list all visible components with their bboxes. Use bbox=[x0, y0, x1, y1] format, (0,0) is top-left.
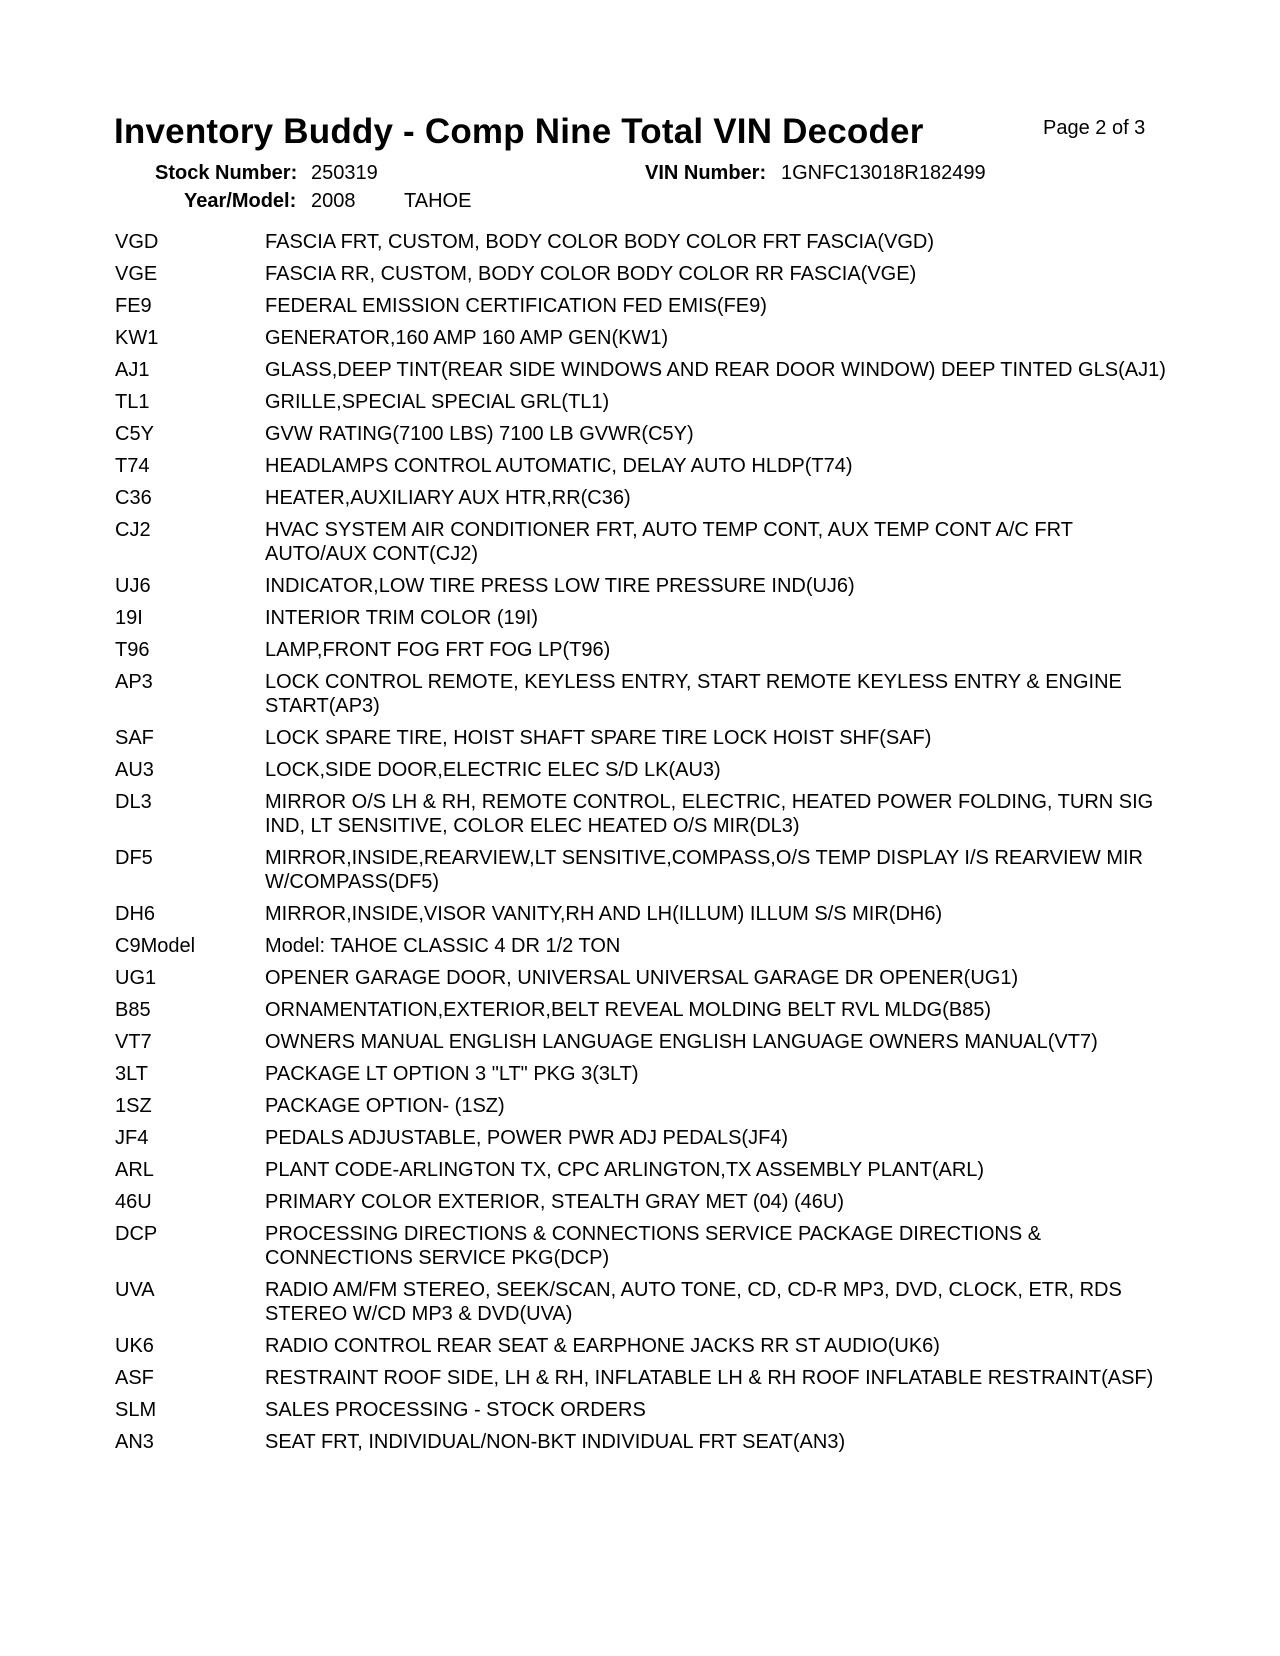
option-description: INTERIOR TRIM COLOR (19I) bbox=[265, 607, 538, 629]
list-item bbox=[115, 1278, 1175, 1326]
option-code: 3LT bbox=[115, 1063, 148, 1085]
option-code: KW1 bbox=[115, 327, 159, 349]
option-description: ORNAMENTATION,EXTERIOR,BELT REVEAL MOLDING BELT RVL MLDG(B85) bbox=[265, 999, 992, 1021]
list-item bbox=[115, 606, 1175, 630]
option-description: PROCESSING DIRECTIONS & CONNECTIONS SERVICE PACKAGE DIRECTIONS & CONNECTIONS SERVICE PKG(DCP) bbox=[265, 1223, 1042, 1269]
stock-number-label-text: Stock Number: bbox=[155, 162, 298, 184]
vin-number-label-text: VIN Number: bbox=[645, 162, 767, 184]
option-description: PACKAGE LT OPTION 3 "LT" PKG 3(3LT) bbox=[265, 1063, 639, 1085]
option-code: DL3 bbox=[115, 791, 152, 813]
option-code-list bbox=[115, 230, 1175, 1462]
option-code: C5Y bbox=[115, 423, 154, 445]
option-description: OPENER GARAGE DOOR, UNIVERSAL UNIVERSAL GARAGE DR OPENER(UG1) bbox=[265, 967, 1019, 989]
option-code: TL1 bbox=[115, 391, 150, 413]
option-description: GENERATOR,160 AMP 160 AMP GEN(KW1) bbox=[265, 327, 669, 349]
list-item bbox=[115, 670, 1175, 718]
list-item bbox=[115, 1398, 1175, 1422]
year-model-label-text: Year/Model: bbox=[184, 190, 297, 212]
option-code: B85 bbox=[115, 999, 151, 1021]
option-code: UJ6 bbox=[115, 575, 151, 597]
list-item bbox=[115, 1062, 1175, 1086]
option-code: AP3 bbox=[115, 671, 153, 693]
vin-number-label bbox=[645, 162, 766, 185]
option-description: MIRROR,INSIDE,REARVIEW,LT SENSITIVE,COMPASS,O/S TEMP DISPLAY I/S REARVIEW MIR W/COMPASS(DF5) bbox=[265, 847, 1143, 893]
list-item bbox=[115, 326, 1175, 350]
option-description: HEATER,AUXILIARY AUX HTR,RR(C36) bbox=[265, 487, 631, 509]
option-description: SEAT FRT, INDIVIDUAL/NON-BKT INDIVIDUAL FRT SEAT(AN3) bbox=[265, 1431, 846, 1453]
option-description: FEDERAL EMISSION CERTIFICATION FED EMIS(FE9) bbox=[265, 295, 767, 317]
list-item bbox=[115, 998, 1175, 1022]
list-item bbox=[115, 1030, 1175, 1054]
option-description: LAMP,FRONT FOG FRT FOG LP(T96) bbox=[265, 639, 611, 661]
list-item bbox=[115, 790, 1175, 838]
option-code: UVA bbox=[115, 1279, 155, 1301]
option-description: MIRROR O/S LH & RH, REMOTE CONTROL, ELECTRIC, HEATED POWER FOLDING, TURN SIG IND, LT SENSITIVE, COLOR ELEC HEATED O/S MIR(DL3) bbox=[265, 791, 1154, 837]
option-description: PACKAGE OPTION- (1SZ) bbox=[265, 1095, 505, 1117]
option-code: SAF bbox=[115, 727, 154, 749]
option-code: T96 bbox=[115, 639, 150, 661]
option-description: MIRROR,INSIDE,VISOR VANITY,RH AND LH(ILLUM) ILLUM S/S MIR(DH6) bbox=[265, 903, 943, 925]
option-code: 19I bbox=[115, 607, 143, 629]
list-item bbox=[115, 518, 1175, 566]
vin-number-value: 1GNFC13018R182499 bbox=[781, 162, 986, 184]
list-item bbox=[115, 454, 1175, 478]
option-code: C9Model bbox=[115, 935, 196, 957]
page-title: Inventory Buddy - Comp Nine Total VIN Decoder bbox=[114, 112, 924, 151]
list-item bbox=[115, 230, 1175, 254]
option-code: DF5 bbox=[115, 847, 153, 869]
list-item bbox=[115, 758, 1175, 782]
option-code: 1SZ bbox=[115, 1095, 152, 1117]
option-description: RADIO CONTROL REAR SEAT & EARPHONE JACKS RR ST AUDIO(UK6) bbox=[265, 1335, 940, 1357]
option-code: VT7 bbox=[115, 1031, 152, 1053]
option-description: GLASS,DEEP TINT(REAR SIDE WINDOWS AND REAR DOOR WINDOW) DEEP TINTED GLS(AJ1) bbox=[265, 359, 1166, 381]
option-code: CJ2 bbox=[115, 519, 151, 541]
option-code: AN3 bbox=[115, 1431, 154, 1453]
list-item bbox=[115, 1094, 1175, 1118]
option-code: C36 bbox=[115, 487, 152, 509]
list-item bbox=[115, 422, 1175, 446]
year-value: 2008 bbox=[311, 190, 356, 212]
list-item bbox=[115, 1334, 1175, 1358]
model-value: TAHOE bbox=[404, 190, 472, 212]
option-code: AU3 bbox=[115, 759, 154, 781]
option-code: 46U bbox=[115, 1191, 152, 1213]
list-item bbox=[115, 574, 1175, 598]
option-description: OWNERS MANUAL ENGLISH LANGUAGE ENGLISH LANGUAGE OWNERS MANUAL(VT7) bbox=[265, 1031, 1098, 1053]
option-description: PRIMARY COLOR EXTERIOR, STEALTH GRAY MET (04) (46U) bbox=[265, 1191, 845, 1213]
stock-number-value: 250319 bbox=[311, 162, 378, 184]
list-item bbox=[115, 1158, 1175, 1182]
list-item bbox=[115, 358, 1175, 382]
option-description: RESTRAINT ROOF SIDE, LH & RH, INFLATABLE LH & RH ROOF INFLATABLE RESTRAINT(ASF) bbox=[265, 1367, 1154, 1389]
option-code: JF4 bbox=[115, 1127, 149, 1149]
year-model-label bbox=[184, 190, 296, 213]
list-item bbox=[115, 726, 1175, 750]
option-code: UG1 bbox=[115, 967, 157, 989]
option-code: SLM bbox=[115, 1399, 157, 1421]
option-description: PEDALS ADJUSTABLE, POWER PWR ADJ PEDALS(JF4) bbox=[265, 1127, 789, 1149]
page-number: Page 2 of 3 bbox=[1043, 117, 1146, 139]
list-item bbox=[115, 934, 1175, 958]
option-code: T74 bbox=[115, 455, 150, 477]
list-item bbox=[115, 1126, 1175, 1150]
list-item bbox=[115, 1430, 1175, 1454]
option-description: LOCK SPARE TIRE, HOIST SHAFT SPARE TIRE LOCK HOIST SHF(SAF) bbox=[265, 727, 932, 749]
stock-number-label bbox=[155, 162, 297, 185]
list-item bbox=[115, 1366, 1175, 1390]
list-item bbox=[115, 966, 1175, 990]
option-description: HVAC SYSTEM AIR CONDITIONER FRT, AUTO TEMP CONT, AUX TEMP CONT A/C FRT AUTO/AUX CONT(CJ2) bbox=[265, 519, 1073, 565]
list-item bbox=[115, 846, 1175, 894]
list-item bbox=[115, 486, 1175, 510]
option-description: FASCIA FRT, CUSTOM, BODY COLOR BODY COLOR FRT FASCIA(VGD) bbox=[265, 231, 935, 253]
list-item bbox=[115, 294, 1175, 318]
option-code: VGD bbox=[115, 231, 159, 253]
option-description: FASCIA RR, CUSTOM, BODY COLOR BODY COLOR RR FASCIA(VGE) bbox=[265, 263, 917, 285]
option-description: GRILLE,SPECIAL SPECIAL GRL(TL1) bbox=[265, 391, 610, 413]
option-code: UK6 bbox=[115, 1335, 154, 1357]
list-item bbox=[115, 262, 1175, 286]
option-code: AJ1 bbox=[115, 359, 150, 381]
option-code: FE9 bbox=[115, 295, 152, 317]
option-code: DH6 bbox=[115, 903, 156, 925]
option-description: HEADLAMPS CONTROL AUTOMATIC, DELAY AUTO HLDP(T74) bbox=[265, 455, 853, 477]
option-description: LOCK CONTROL REMOTE, KEYLESS ENTRY, START REMOTE KEYLESS ENTRY & ENGINE START(AP3) bbox=[265, 671, 1122, 717]
option-code: ASF bbox=[115, 1367, 154, 1389]
list-item bbox=[115, 390, 1175, 414]
option-description: PLANT CODE-ARLINGTON TX, CPC ARLINGTON,TX ASSEMBLY PLANT(ARL) bbox=[265, 1159, 985, 1181]
option-description: LOCK,SIDE DOOR,ELECTRIC ELEC S/D LK(AU3) bbox=[265, 759, 721, 781]
list-item bbox=[115, 638, 1175, 662]
option-description: Model: TAHOE CLASSIC 4 DR 1/2 TON bbox=[265, 935, 621, 957]
option-description: GVW RATING(7100 LBS) 7100 LB GVWR(C5Y) bbox=[265, 423, 694, 445]
option-code: VGE bbox=[115, 263, 158, 285]
option-code: DCP bbox=[115, 1223, 158, 1245]
option-code: ARL bbox=[115, 1159, 154, 1181]
option-description: INDICATOR,LOW TIRE PRESS LOW TIRE PRESSURE IND(UJ6) bbox=[265, 575, 855, 597]
list-item bbox=[115, 1222, 1175, 1270]
list-item bbox=[115, 902, 1175, 926]
option-description: SALES PROCESSING - STOCK ORDERS bbox=[265, 1399, 646, 1421]
option-description: RADIO AM/FM STEREO, SEEK/SCAN, AUTO TONE, CD, CD-R MP3, DVD, CLOCK, ETR, RDS STEREO W/CD MP3 & DVD(UVA) bbox=[265, 1279, 1122, 1325]
list-item bbox=[115, 1190, 1175, 1214]
